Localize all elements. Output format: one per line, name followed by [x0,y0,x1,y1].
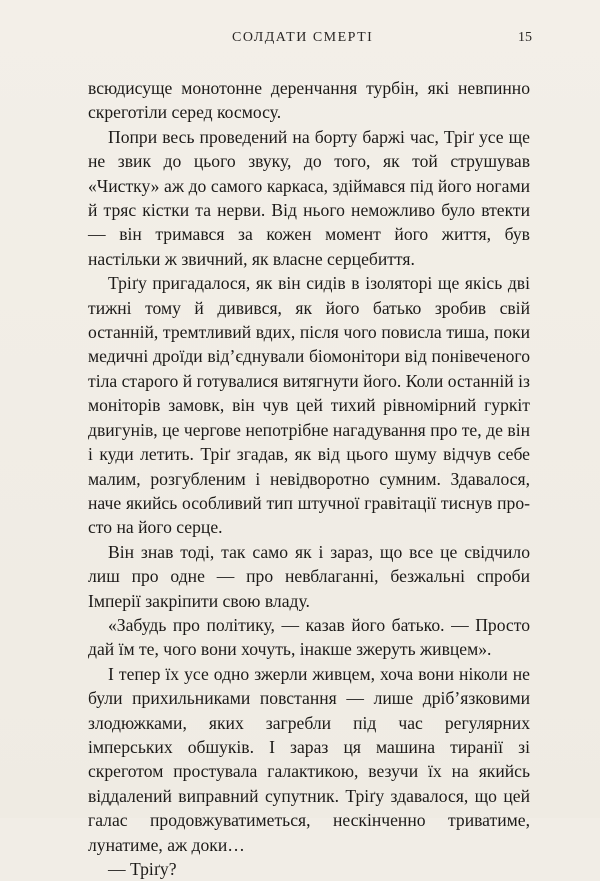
running-title: СОЛДАТИ СМЕРТІ [232,30,374,45]
paragraph: Попри весь проведений на борту баржі час, Тріґ усе ще не звик до цього звуку, до того, як той струшував «Чистку» аж до самого каркаса, здіймався під його ногами й тряс кістки та нерви. Від нього неможливо було втекти — він тримався за кожен момент його життя, був настільки ж звичний, як власне серцебиття. [88,126,530,269]
body-text [88,76,530,881]
paragraph: «Забудь про політику, — казав його батько. — Просто дай їм те, чого вони хочуть, інакше зжеруть живцем». [88,614,530,660]
paragraph: всюдисуще монотонне деренчання турбін, які невпинно скреготіли серед космосу. [88,78,530,123]
page-number: 15 [518,30,532,45]
paragraph: І тепер їх усе одно зжерли живцем, хоча вони ніколи не були прихильниками повстання — лише дріб’язковими злодюжками, яких загребли під час регулярних імперських обшуків. І зараз ця машина тиранії зі скреготом простувала галактикою, везучи їх на якийсь віддалений виправний супутник. Тріґу здавалося, що цей галас продовжуватиметься, нескінченно триватиме, лунатиме, аж доки… [88,663,530,855]
running-head [0,30,600,50]
paragraph: Тріґу пригадалося, як він сидів в ізоляторі ще якісь дві тижні тому й дивився, як його батько зробив свій останній, тремтливий вдих, після чого повисла тиша, поки медичні дроїди від’єднували біомонітори від понівеченого тіла старого й готувалися витягнути його. Коли останній із моніторів замовк, він чув цей тихий рівномірний гуркіт двигунів, це чергове непотрібне нагадування про те, де він і куди летить. Тріґ згадав, як від цього шуму відчув себе малим, розгубленим і невідворотно сумним. Здавалося, наче якийсь особливий тип штучної гравітації тиснув просто на його серце. [88,273,530,538]
paragraph: — Тріґу? [108,859,177,879]
paragraph: Він знав тоді, так само як і зараз, що все це свідчило лиш про одне — про невблаганні, безжальні спроби Імперії закріпити свою владу. [88,541,530,611]
